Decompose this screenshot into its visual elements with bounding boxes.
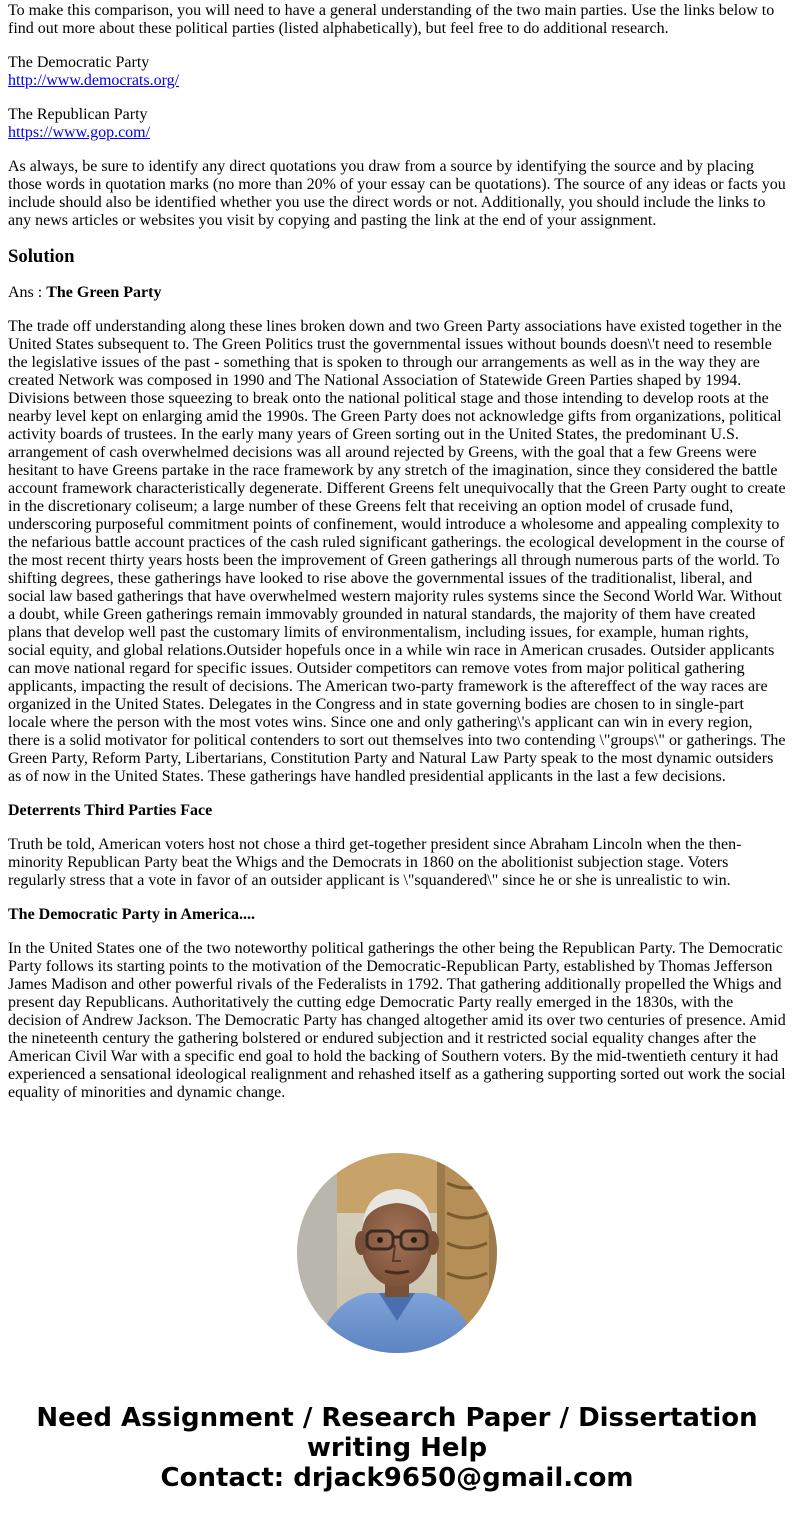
contact-footer (0, 1403, 794, 1493)
author-portrait-image (297, 1153, 497, 1353)
footer-help-line: Need Assignment / Research Paper / Dissertation writing Help (36, 1403, 758, 1463)
republican-party-link[interactable]: https://www.gop.com/ (8, 124, 151, 141)
republican-party-name: The Republican Party (8, 106, 148, 123)
solution-heading: Solution (8, 246, 75, 267)
democratic-heading: The Democratic Party in America.... (8, 906, 256, 923)
footer-contact-line: Contact: drjack9650@gmail.com (160, 1463, 634, 1493)
answer-line (8, 284, 786, 302)
democratic-paragraph: In the United States one of the two noteworthy political gatherings the other being the Republican Party. The Democratic Party follows its starting points to the motivation of the Democratic-Republican Party, established by Thomas Jefferson James Madison and other powerful rivals of the Federalists in 1792. That gathering additionally propelled the Whigs and present day Republicans. Authoritatively the cutting edge Democratic Party really emerged in the 1830s, with the decision of Andrew Jackson. The Democratic Party has changed altogether amid its over two centuries of presence. Amid the nineteenth century the gathering bolstered or endured subjection and it restricted social equality changes after the American Civil War with a specific end goal to hold the backing of Southern voters. By the mid-twentieth century it had experienced a sensational ideological realignment and rehashed itself as a gathering supporting sorted out work the social equality of minorities and dynamic change. (8, 940, 786, 1101)
answer-title: The Green Party (46, 284, 162, 301)
green-party-paragraph: The trade off understanding along these lines broken down and two Green Party associations have existed together in the United States subsequent to. The Green Politics trust the governmental issues without bounds doesn\'t need to resemble the legislative issues of the past - something that is spoken to through our arrangements as well as in the way they are created Network was composed in 1990 and The National Association of Statewide Green Parties shaped by 1994. Divisions between those squeezing to break onto the national political stage and those intending to develop roots at the nearby level kept on enlarging amid the 1990s. The Green Party does not acknowledge gifts from organizations, political activity boards of trustees. In the early many years of Green sorting out in the United States, the predominant U.S. arrangement of cash overwhelmed decisions was all around rejected by Greens, with the goal that a few Greens were hesitant to have Greens partake in the race framework by any stretch of the imagination, since they considered the battle account framework characteristically degenerate. Different Greens felt unequivocally that the Green Party ought to create in the discretionary coliseum; a large number of these Greens felt that receiving an option model of crusade fund, underscoring purposeful commitment points of confinement, would introduce a wholesome and appealing complexity to the nefarious battle account practices of the cash ruled significant gatherings. the ecological development in the course of the most recent thirty years hosts been the improvement of Green gatherings all through numerous parts of the world. To shifting degrees, these gatherings have looked to rise above the governmental issues of the traditionalist, liberal, and social law based gatherings that have overwhelmed western majority rules systems since the Second World War. Without a doubt, while Green gatherings remain immovably grounded in natural standards, the majority of them have created plans that develop well past the customary limits of environmentalism, including issues, for example, human rights, social equity, and global relations.Outsider hopefuls once in a while win race in American crusades. Outsider applicants can move national regard for specific issues. Outsider competitors can remove votes from major political gathering applicants, impacting the result of decisions. The American two-party framework is the aftereffect of the way races are organized in the United States. Delegates in the Congress and in state governing bodies are chosen to in single-part locale where the person with the most votes wins. Since one and only gathering\'s applicant can win in every region, there is a solid motivator for political contenders to sort out themselves into two contending \"groups\" or gatherings. The Green Party, Reform Party, Libertarians, Constitution Party and Natural Law Party speak to the most dynamic outsiders as of now in the United States. These gatherings have handled presidential applicants in the last a few decisions. (8, 318, 786, 785)
deterrents-heading: Deterrents Third Parties Face (8, 802, 213, 819)
author-avatar (297, 1153, 497, 1353)
intro-paragraph: To make this comparison, you will need to have a general understanding of the two main parties. Use the links below to find out more about these political parties (listed alphabetically), but feel free to do additional research. (8, 2, 775, 37)
document-body (8, 2, 786, 1118)
instructions-paragraph: As always, be sure to identify any direct quotations you draw from a source by identifying the source and by placing those words in quotation marks (no more than 20% of your essay can be quotations). The source of any ideas or facts you include should also be identified whether you use the direct words or not. Additionally, you should include the links to any news articles or websites you visit by copying and pasting the link at the end of your assignment. (8, 158, 786, 229)
democratic-party-name: The Democratic Party (8, 54, 150, 71)
republican-party-link-block (8, 106, 786, 142)
democratic-party-link-block (8, 54, 786, 90)
answer-prefix: Ans : (8, 284, 47, 301)
deterrents-paragraph: Truth be told, American voters host not chose a third get-together president since Abraham Lincoln when the then-minority Republican Party beat the Whigs and the Democrats in 1860 on the abolitionist subjection stage. Voters regularly stress that a vote in favor of an outsider applicant is \"squandered\" since he or she is unrealistic to win. (8, 836, 742, 889)
democratic-party-link[interactable]: http://www.democrats.org/ (8, 72, 180, 89)
